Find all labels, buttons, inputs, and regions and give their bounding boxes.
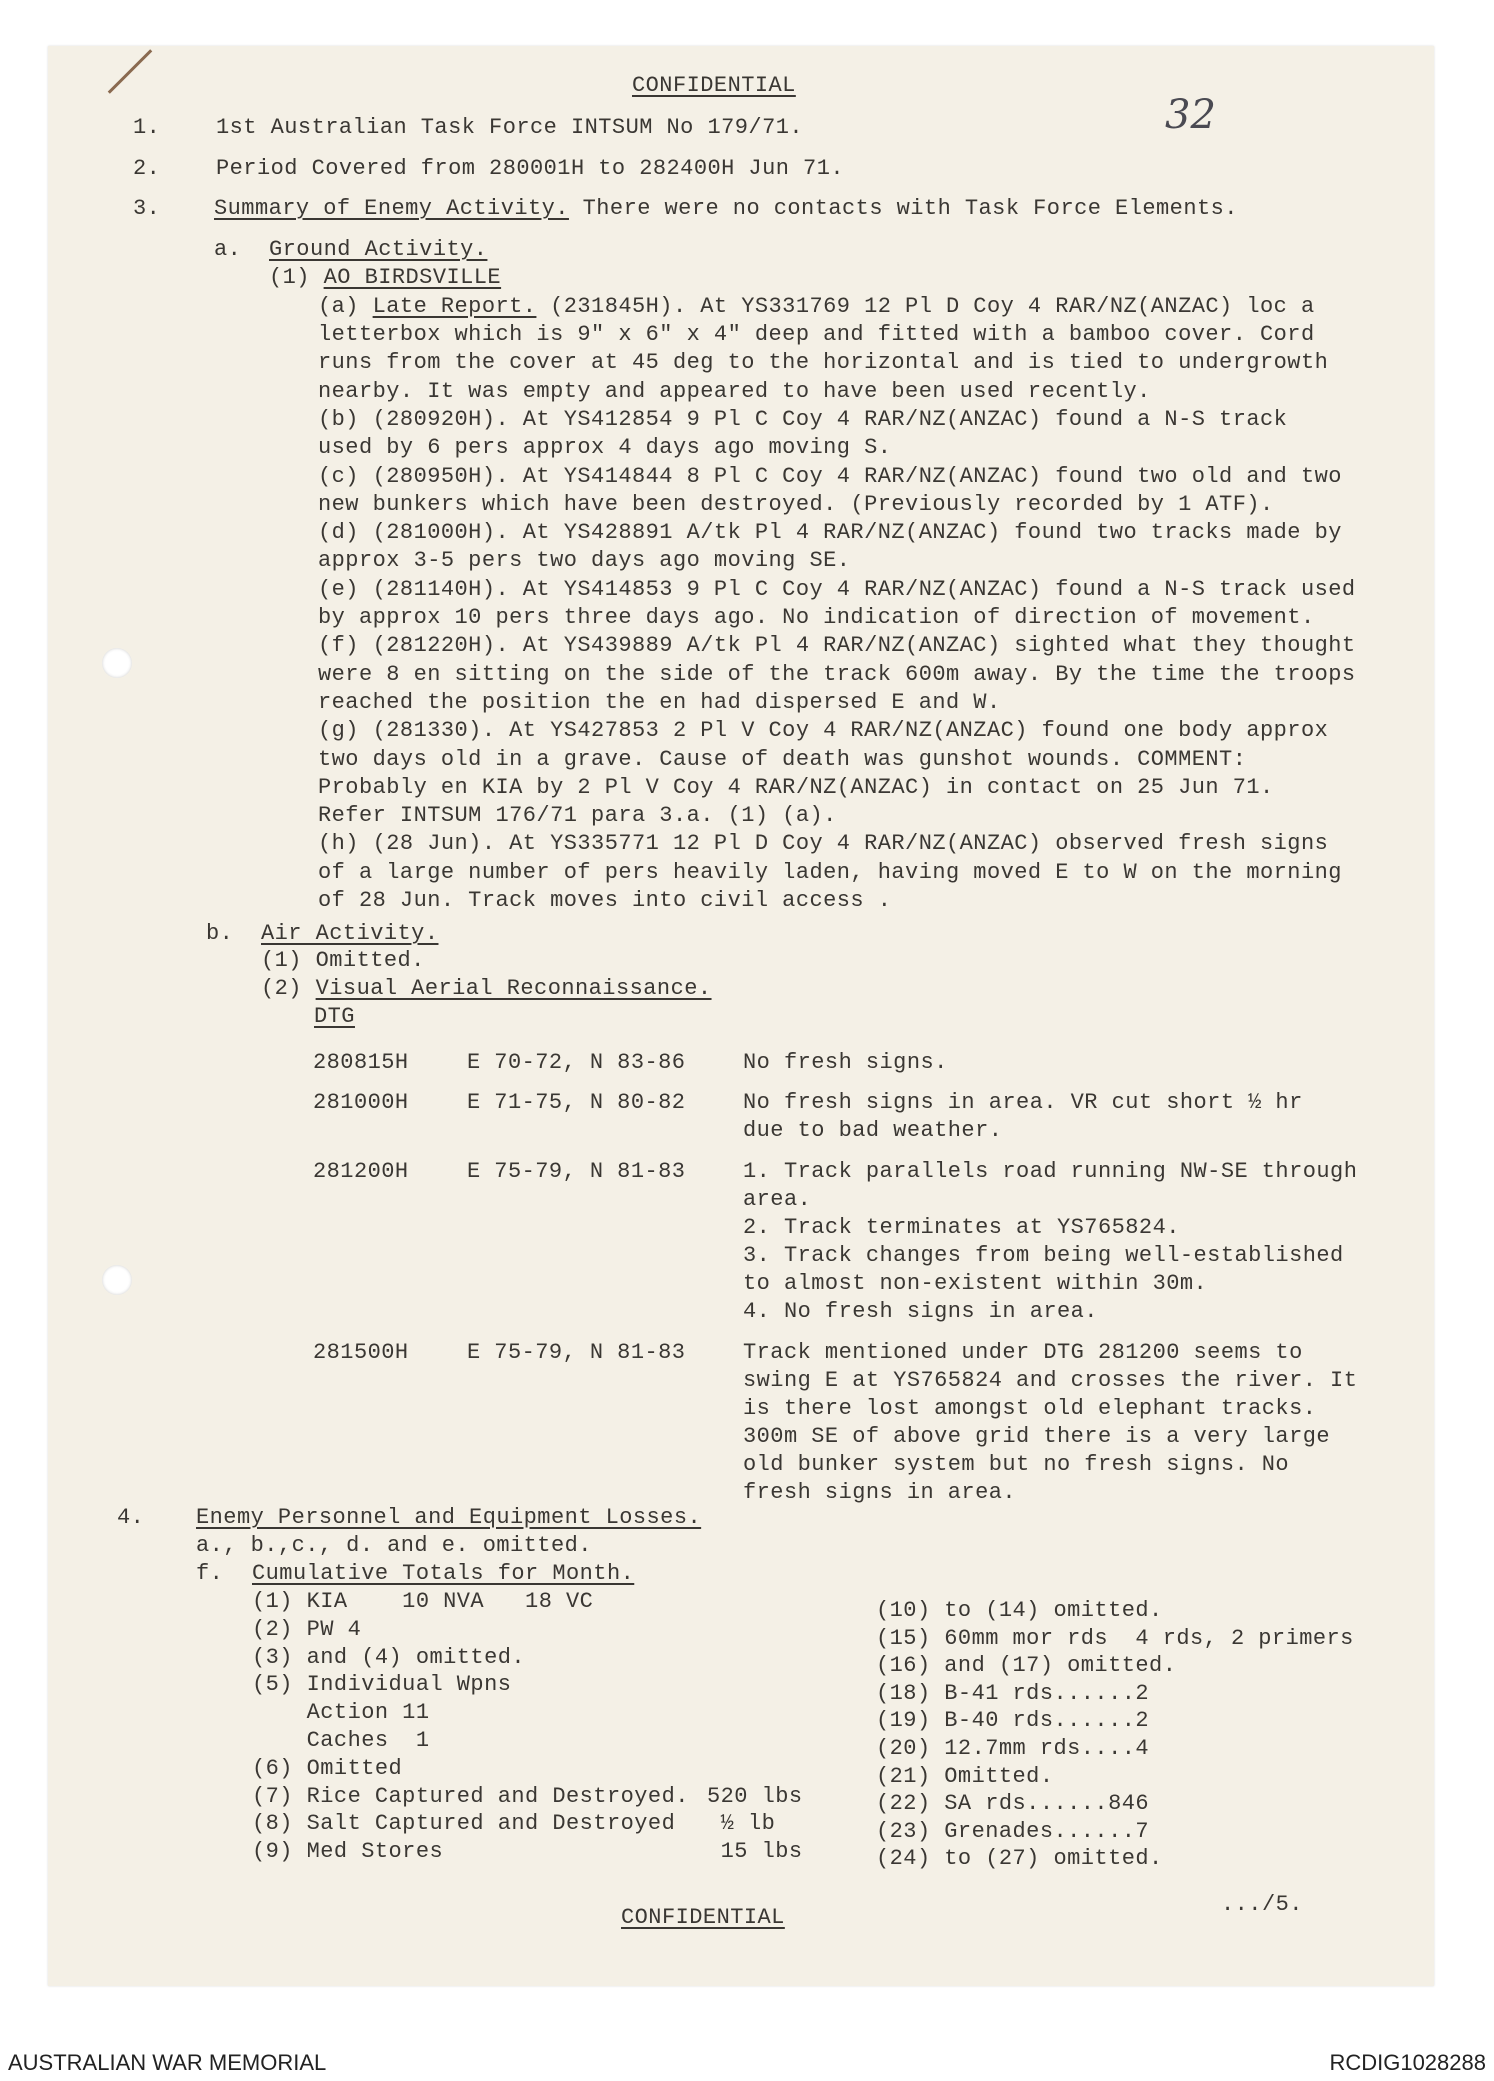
cumulative-item: (23) Grenades......7 (876, 1818, 1150, 1844)
dtg-column-header: DTG (314, 1004, 355, 1029)
row-description: 1. Track parallels road running NW-SE through (743, 1159, 1358, 1184)
row-description: 2. Track terminates at YS765824. (743, 1215, 1180, 1240)
ground-line (318, 293, 1315, 321)
row-description: area. (743, 1187, 812, 1212)
ground-text: (231845H). At YS331769 12 Pl D Coy 4 RAR/NZ(ANZAC) loc a (536, 294, 1315, 319)
period-covered: Period Covered from 280001H to 282400H Jun 71. (216, 156, 844, 181)
var-line (261, 975, 712, 1003)
para-number: 3. (133, 196, 161, 221)
ground-line: (f) (281220H). At YS439889 A/tk Pl 4 RAR/NZ(ANZAC) sighted what they thought (318, 633, 1356, 659)
cumulative-item: (10) to (14) omitted. (876, 1598, 1163, 1623)
cumulative-item: (6) Omitted (252, 1755, 403, 1781)
cumulative-item: (8) Salt Captured and Destroyed (252, 1811, 676, 1837)
para-number: 1. (133, 115, 161, 140)
ground-line: reached the position the en had dispersed E and W. (318, 689, 1001, 715)
summary-heading: Summary of Enemy Activity. (214, 196, 569, 221)
row-description: swing E at YS765824 and crosses the river. It (743, 1368, 1358, 1393)
ground-line: approx 3-5 pers two days ago moving SE. (318, 548, 851, 574)
continuation-marker: .../5. (1221, 1892, 1303, 1917)
row-dtg: 281000H (313, 1090, 409, 1115)
cumulative-item: (5) Individual Wpns (252, 1672, 512, 1698)
row-description: 3. Track changes from being well-established (743, 1243, 1344, 1268)
summary-line (214, 195, 1238, 223)
ground-line: nearby. It was empty and appeared to have been used recently. (318, 378, 1151, 404)
item-number: (a) (318, 294, 373, 319)
row-description: Track mentioned under DTG 281200 seems to (743, 1340, 1303, 1365)
ground-line: new bunkers which have been destroyed. (Previously recorded by 1 ATF). (318, 491, 1274, 517)
row-dtg: 281200H (313, 1159, 409, 1184)
cumulative-item: (15) 60mm mor rds 4 rds, 2 primers (876, 1625, 1354, 1651)
row-description: old bunker system but no fresh signs. No (743, 1452, 1290, 1477)
cumulative-item: (20) 12.7mm rds....4 (876, 1736, 1150, 1761)
ground-line: of a large number of pers heavily laden, having moved E to W on the morning (318, 859, 1342, 885)
ground-line: Probably en KIA by 2 Pl V Coy 4 RAR/NZ(ANZAC) in contact on 25 Jun 71. (318, 774, 1274, 800)
ground-line: (b) (280920H). At YS412854 9 Pl C Coy 4 RAR/NZ(ANZAC) found a N-S track (318, 406, 1288, 432)
losses-heading: Enemy Personnel and Equipment Losses. (196, 1505, 702, 1530)
intsum-title: 1st Australian Task Force INTSUM No 179/71. (216, 115, 804, 140)
item-number: (1) (269, 265, 324, 290)
record-id: RCDIG1028288 (1329, 2050, 1486, 2075)
ground-line: were 8 en sitting on the side of the track 600m away. By the time the troops (318, 661, 1356, 687)
late-report-label: Late Report. (372, 294, 537, 319)
row-grid: E 75-79, N 81-83 (467, 1159, 686, 1184)
cumulative-item: (3) and (4) omitted. (252, 1644, 526, 1670)
row-description: 300m SE of above grid there is a very large (743, 1424, 1331, 1449)
ground-line: (g) (281330). At YS427853 2 Pl V Coy 4 RAR/NZ(ANZAC) found one body approx (318, 718, 1329, 744)
var-heading: Visual Aerial Reconnaissance. (315, 976, 712, 1001)
row-dtg: 281500H (313, 1340, 409, 1365)
ground-line: (h) (28 Jun). At YS335771 12 Pl D Coy 4 RAR/NZ(ANZAC) observed fresh signs (318, 831, 1329, 857)
cumulative-item: (19) B-40 rds......2 (876, 1708, 1150, 1734)
cumulative-item: (2) PW 4 (252, 1616, 362, 1642)
ground-line: used by 6 pers approx 4 days ago moving S. (318, 435, 892, 461)
cumulative-item: (16) and (17) omitted. (876, 1653, 1177, 1679)
cumulative-item: (22) SA rds......846 (876, 1791, 1150, 1817)
para-number: 4. (117, 1505, 145, 1530)
cumulative-item: Caches 1 (252, 1728, 430, 1753)
row-grid: E 70-72, N 83-86 (467, 1050, 686, 1075)
ground-line: (c) (280950H). At YS414844 8 Pl C Coy 4 RAR/NZ(ANZAC) found two old and two (318, 463, 1342, 489)
cumulative-amount: 520 lbs (707, 1783, 803, 1809)
row-description: fresh signs in area. (743, 1480, 1017, 1505)
row-description: No fresh signs. (743, 1050, 948, 1075)
item-number: (2) (261, 976, 316, 1001)
subpara-letter: b. (206, 921, 234, 946)
ground-line: (e) (281140H). At YS414853 9 Pl C Coy 4 RAR/NZ(ANZAC) found a N-S track used (318, 576, 1356, 602)
cumulative-heading: Cumulative Totals for Month. (252, 1561, 635, 1586)
classification-header: CONFIDENTIAL (632, 73, 796, 98)
air-item-omitted: (1) Omitted. (261, 948, 425, 973)
ground-activity-heading: Ground Activity. (269, 237, 488, 262)
air-activity-heading: Air Activity. (261, 921, 439, 946)
subpara-letter: a. (214, 237, 242, 262)
ground-line: by approx 10 pers three days ago. No indication of direction of movement. (318, 605, 1315, 630)
row-description: No fresh signs in area. VR cut short ½ hr (743, 1090, 1303, 1115)
punch-hole (102, 1265, 132, 1295)
row-description: is there lost amongst old elephant tracks. (743, 1396, 1317, 1421)
subpara-letter: f. (196, 1561, 224, 1586)
cumulative-item: (18) B-41 rds......2 (876, 1680, 1150, 1706)
punch-hole (102, 648, 132, 678)
cumulative-item: (24) to (27) omitted. (876, 1846, 1163, 1872)
classification-footer: CONFIDENTIAL (621, 1905, 785, 1930)
ground-line: runs from the cover at 45 deg to the horizontal and is tied to undergrowth (318, 350, 1329, 376)
cumulative-item: (1) KIA 10 NVA 18 VC (252, 1589, 594, 1614)
ground-line: two days old in a grave. Cause of death was gunshot wounds. COMMENT: (318, 746, 1247, 772)
ground-line: Refer INTSUM 176/71 para 3.a. (1) (a). (318, 803, 837, 829)
cumulative-item: (21) Omitted. (876, 1763, 1054, 1789)
archive-name: AUSTRALIAN WAR MEMORIAL (8, 2050, 327, 2075)
ground-line: letterbox which is 9" x 6" x 4" deep and fitted with a bamboo cover. Cord (318, 322, 1315, 347)
row-dtg: 280815H (313, 1050, 409, 1075)
cumulative-item: (7) Rice Captured and Destroyed. (252, 1783, 689, 1809)
summary-text: There were no contacts with Task Force Elements. (568, 196, 1238, 221)
row-description: due to bad weather. (743, 1118, 1003, 1143)
cumulative-amount: 15 lbs (707, 1839, 803, 1865)
cumulative-item: (9) Med Stores (252, 1839, 444, 1865)
losses-omitted: a., b.,c., d. and e. omitted. (196, 1533, 592, 1558)
cumulative-item: Action 11 (252, 1700, 430, 1726)
row-grid: E 71-75, N 80-82 (467, 1090, 686, 1115)
ao-line (269, 264, 501, 292)
row-grid: E 75-79, N 81-83 (467, 1340, 686, 1365)
row-description: 4. No fresh signs in area. (743, 1299, 1098, 1324)
ground-line: (d) (281000H). At YS428891 A/tk Pl 4 RAR/NZ(ANZAC) found two tracks made by (318, 520, 1342, 546)
para-number: 2. (133, 156, 161, 181)
ao-name: AO BIRDSVILLE (323, 265, 502, 290)
handwritten-page-number: 32 (1165, 92, 1216, 138)
row-description: to almost non-existent within 30m. (743, 1271, 1208, 1296)
ground-line: of 28 Jun. Track moves into civil access . (318, 888, 892, 913)
cumulative-amount: ½ lb (707, 1811, 776, 1837)
